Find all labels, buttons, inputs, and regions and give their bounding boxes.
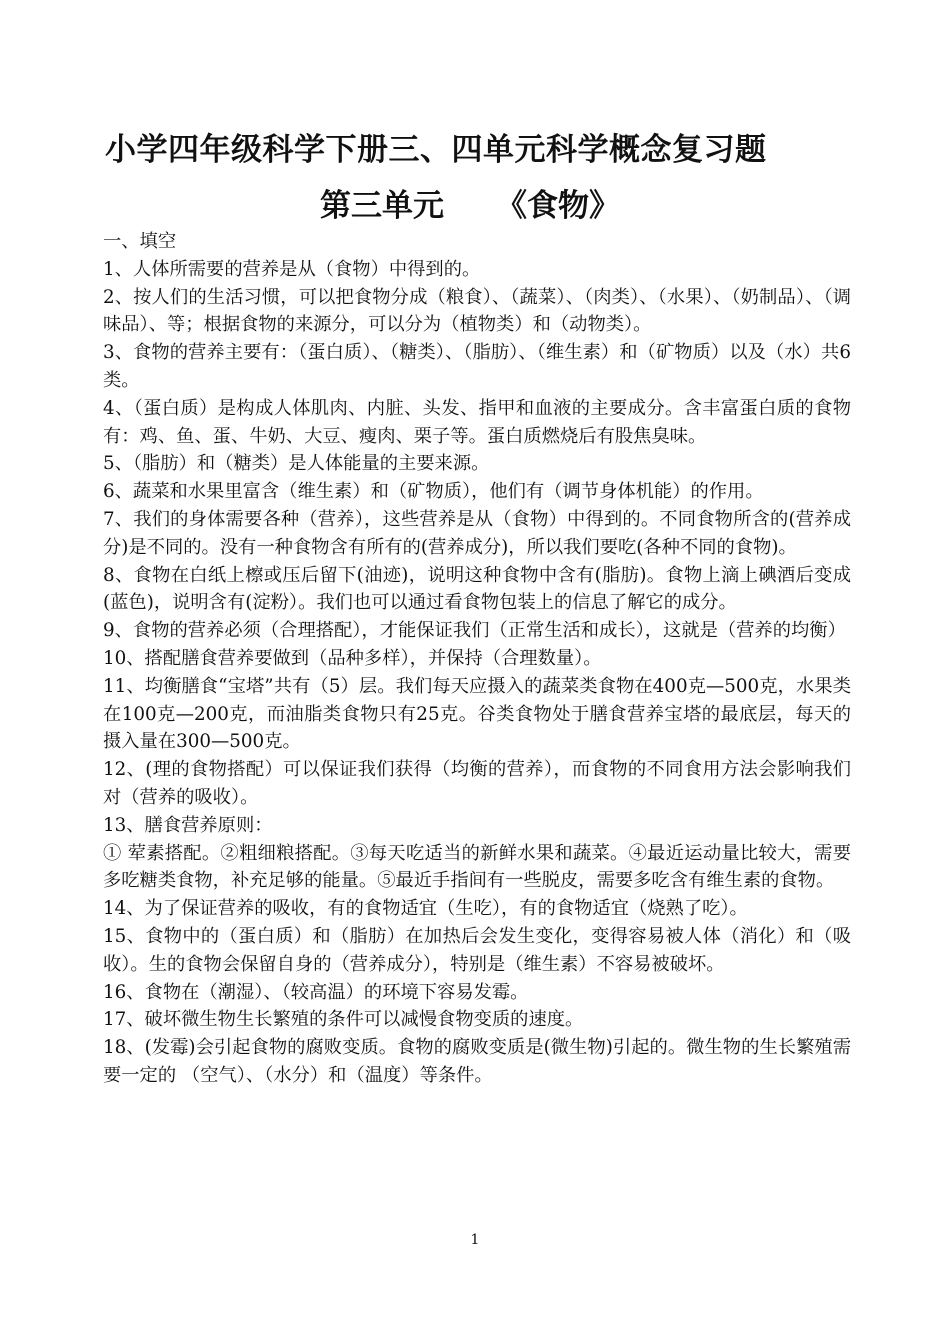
question-item: 14、为了保证营养的吸收，有的食物适宜（生吃），有的食物适宜（烧熟了吃）。 (103, 898, 748, 920)
question-item: 2、按人们的生活习惯，可以把食物分成（粮食）、（蔬菜）、（肉类）、（水果）、（奶制品）、（调味品）、等；根据食物的来源分，可以分为（植物类）和（动物类）。 (103, 286, 851, 336)
question-item: 1、人体所需要的营养是从（食物）中得到的。 (103, 258, 481, 280)
unit-label: 第三单元 (320, 188, 444, 224)
question-item: 11、均衡膳食“宝塔”共有（5）层。我们每天应摄入的蔬菜类食物在400克—500克，水果类在100克—200克，而油脂类食物只有25克。谷类食物处于膳食营养宝塔的最底层，每天的摄入量在300—500克。 (103, 675, 851, 753)
question-item: 9、食物的营养必须（合理搭配），才能保证我们（正常生活和成长），这就是（营养的均衡） (103, 620, 846, 642)
section-heading: 一、填空 (103, 231, 177, 252)
unit-heading (320, 180, 740, 225)
page-number: 1 (470, 1232, 480, 1248)
question-item: 16、食物在（潮湿）、（较高温）的环境下容易发霉。 (103, 981, 529, 1003)
question-item: 18、(发霉)会引起食物的腐败变质。食物的腐败变质是(微生物)引起的。微生物的生长繁殖需要一定的 （空气）、（水分）和（温度）等条件。 (103, 1037, 851, 1086)
question-item: 8、食物在白纸上檫或压后留下(油迹)，说明这种食物中含有(脂肪)。食物上滴上碘酒后变成(蓝色)，说明含有(淀粉）。我们也可以通过看食物包装上的信息了解它的成分。 (103, 564, 851, 614)
question-item: 6、蔬菜和水果里富含（维生素）和（矿物质），他们有（调节身体机能）的作用。 (103, 481, 764, 503)
question-item: 12、(理的食物搭配）可以保证我们获得（均衡的营养），而食物的不同食用方法会影响我们对（营养的吸收）。 (103, 759, 851, 808)
question-list (103, 228, 851, 1090)
question-item: 5、（脂肪）和（糖类）是人体能量的主要来源。 (103, 453, 490, 475)
question-item: 4、（蛋白质）是构成人体肌肉、内脏、头发、指甲和血液的主要成分。含丰富蛋白质的食物有：鸡、鱼、蛋、牛奶、大豆、瘦肉、栗子等。蛋白质燃烧后有股焦臭味。 (103, 397, 851, 447)
unit-name: 《食物》 (496, 188, 620, 224)
question-item: 7、我们的身体需要各种（营养），这些营养是从（食物）中得到的。不同食物所含的(营养成分)是不同的。没有一种食物含有所有的(营养成分)，所以我们要吃(各种不同的食物)。 (103, 508, 851, 558)
question-item: ① 荤素搭配。②粗细粮搭配。③每天吃适当的新鲜水果和蔬菜。④最近运动量比较大，需要多吃糖类食物，补充足够的能量。⑤最近手指间有一些脱皮，需要多吃含有维生素的食物。 (103, 842, 851, 892)
question-item: 17、破坏微生物生长繁殖的条件可以减慢食物变质的速度。 (103, 1009, 584, 1031)
question-item: 3、食物的营养主要有：（蛋白质）、（糖类）、（脂肪）、（维生素）和（矿物质）以及（水）共6类。 (103, 342, 851, 391)
page-title: 小学四年级科学下册三、四单元科学概念复习题 (105, 132, 767, 168)
question-item: 10、搭配膳食营养要做到（品种多样），并保持（合理数量）。 (103, 647, 602, 669)
question-item: 13、膳食营养原则： (103, 814, 273, 836)
question-item: 15、食物中的（蛋白质）和（脂肪）在加热后会发生变化，变得容易被人体（消化）和（吸收）。生的食物会保留自身的（营养成分），特别是（维生素）不容易被破坏。 (103, 925, 851, 975)
